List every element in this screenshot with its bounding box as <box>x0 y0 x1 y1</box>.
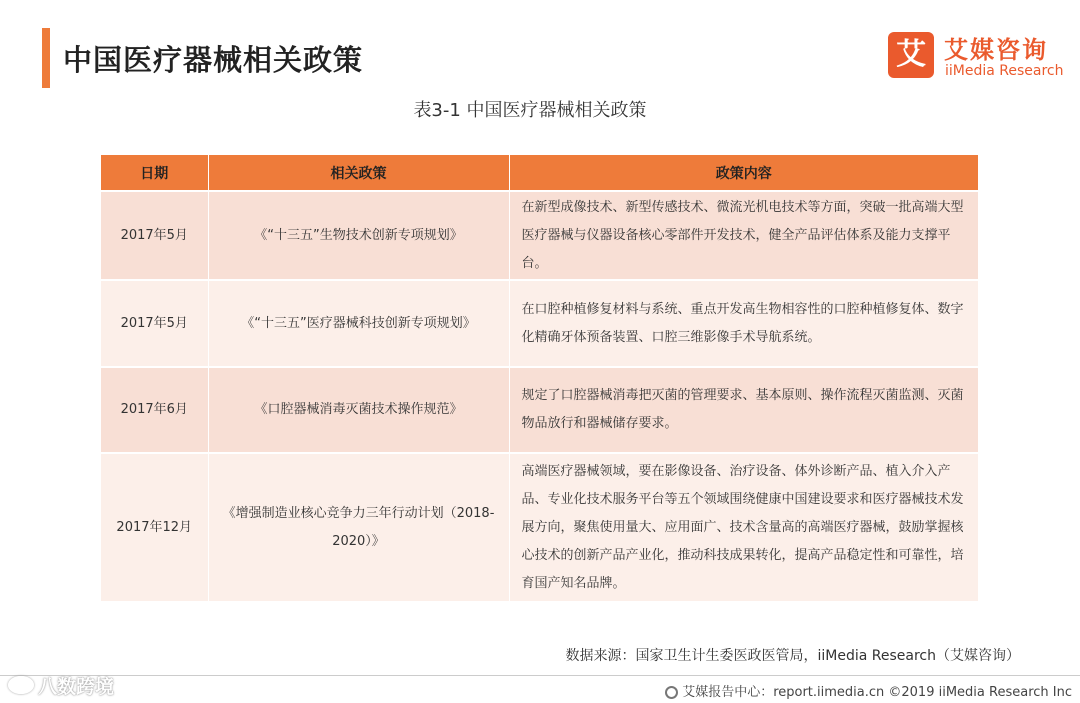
header-date: 日期 <box>101 155 208 191</box>
watermark-text: 八数跨境 <box>38 676 115 698</box>
row-policy: 《“十三五”医疗器械科技创新专项规划》 <box>208 280 509 367</box>
row-policy: 《增强制造业核心竞争力三年行动计划（2018-2020）》 <box>208 453 509 601</box>
iimedia-logo <box>888 30 1068 82</box>
page-title: 中国医疗器械相关政策 <box>63 43 364 77</box>
source-note: 数据来源：国家卫生计生委医政医管局，iiMedia Research（艾媒咨询） <box>565 648 1020 664</box>
table-title: 表3-1 中国医疗器械相关政策 <box>413 100 647 121</box>
watermark-icon <box>8 676 34 694</box>
row-date: 2017年5月 <box>101 280 208 367</box>
footer-divider <box>0 675 1080 676</box>
row-date: 2017年5月 <box>101 191 208 280</box>
row-policy: 《“十三五”生物技术创新专项规划》 <box>208 191 509 280</box>
row-date: 2017年12月 <box>101 453 208 601</box>
logo-name-en: iiMedia Research <box>945 63 1064 79</box>
footer-text: 艾媒报告中心：report.iimedia.cn ©2019 iiMedia Research Inc <box>682 685 1072 700</box>
table-row <box>101 191 978 280</box>
logo-mark-icon: 艾 <box>888 32 934 78</box>
row-date: 2017年6月 <box>101 367 208 453</box>
row-content: 在新型成像技术、新型传感技术、微流光机电技术等方面，突破一批高端大型医疗器械与仪器设备核心零部件开发技术，健全产品评估体系及能力支撑平台。 <box>509 191 978 280</box>
table-row <box>101 367 978 453</box>
footer <box>665 681 1072 700</box>
logo-name-cn: 艾媒咨询 <box>944 36 1048 64</box>
globe-icon <box>665 686 678 699</box>
table-row <box>101 280 978 367</box>
header-content: 政策内容 <box>509 155 978 191</box>
table-row <box>101 453 978 601</box>
row-policy: 《口腔器械消毒灭菌技术操作规范》 <box>208 367 509 453</box>
row-content: 高端医疗器械领域，要在影像设备、治疗设备、体外诊断产品、植入介入产品、专业化技术服务平台等五个领域围绕健康中国建设要求和医疗器械技术发展方向，聚焦使用量大、应用面广、技术含量高的高端医疗器械，鼓励掌握核心技术的创新产品产业化，推动科技成果转化，提高产品稳定性和可靠性，培育国产知名品牌。 <box>509 453 978 601</box>
title-accent-bar <box>42 28 50 88</box>
row-content: 在口腔种植修复材料与系统、重点开发高生物相容性的口腔种植修复体、数字化精确牙体预备装置、口腔三维影像手术导航系统。 <box>509 280 978 367</box>
watermark <box>8 672 114 699</box>
header-policy: 相关政策 <box>208 155 509 191</box>
table-header-row <box>101 155 978 191</box>
policy-table <box>101 155 978 601</box>
row-content: 规定了口腔器械消毒把灭菌的管理要求、基本原则、操作流程灭菌监测、灭菌物品放行和器械储存要求。 <box>509 367 978 453</box>
